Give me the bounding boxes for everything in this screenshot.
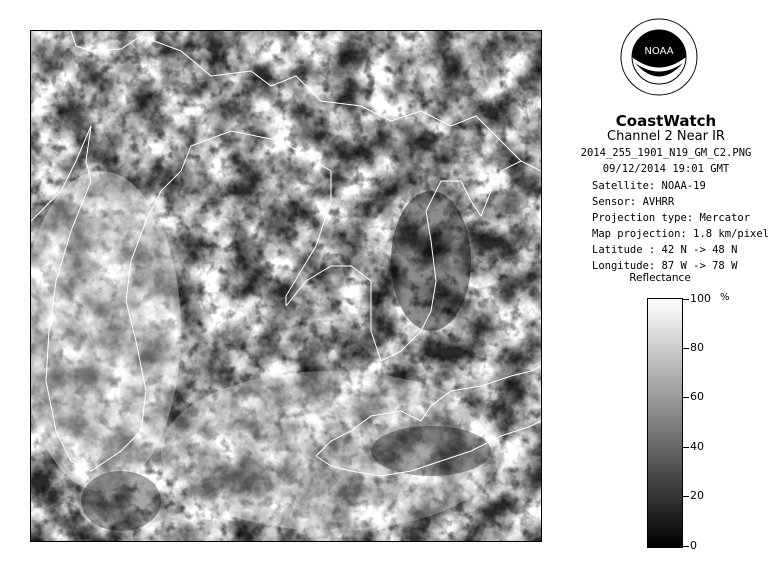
colorbar-tick <box>683 299 689 300</box>
colorbar-tick <box>683 546 689 547</box>
longitude-label: Longitude: 87 W -> 78 W <box>592 260 738 272</box>
colorbar-tick <box>683 447 689 448</box>
brand-title: CoastWatch <box>615 112 717 130</box>
legend-title: Reflectance <box>629 272 691 284</box>
projection-type-label: Projection type: Mercator <box>592 212 751 224</box>
colorbar-tick-label: 60 <box>690 390 704 403</box>
colorbar-tick-label: 80 <box>690 341 704 354</box>
colorbar-tick <box>683 348 689 349</box>
legend-unit: % <box>720 292 730 303</box>
map-projection-label: Map projection: 1.8 km/pixel <box>592 228 770 240</box>
colorbar-tick-label: 0 <box>690 539 697 552</box>
sensor-label: Sensor: AVHRR <box>592 196 675 208</box>
colorbar-tick <box>683 397 689 398</box>
filename-label: 2014_255_1901_N19_GM_C2.PNG <box>580 147 752 159</box>
channel-label: Channel 2 Near IR <box>607 129 725 144</box>
colorbar-tick-label: 40 <box>690 440 704 453</box>
datetime-label: 09/12/2014 19:01 GMT <box>602 163 730 175</box>
colorbar-tick-label: 20 <box>690 489 704 502</box>
noaa-logo <box>620 18 698 96</box>
noaa-logo-center-text: NOAA <box>644 46 674 57</box>
colorbar-tick <box>683 496 689 497</box>
latitude-label: Latitude : 42 N -> 48 N <box>592 244 738 256</box>
satellite-image <box>30 30 542 542</box>
reflectance-colorbar <box>647 298 683 548</box>
satellite-label: Satellite: NOAA-19 <box>592 180 706 192</box>
colorbar-tick-label: 100 <box>690 292 711 305</box>
